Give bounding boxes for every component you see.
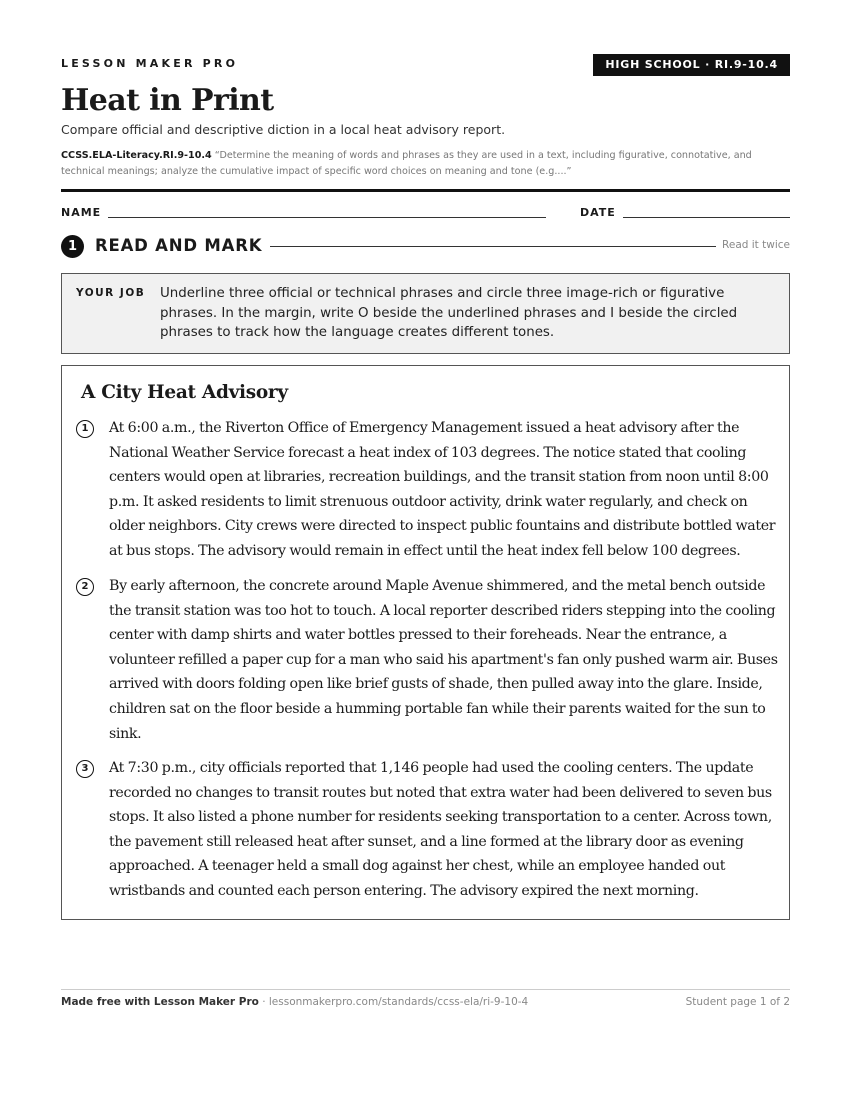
- name-label: NAME: [61, 206, 102, 219]
- footer-made-with: Made free with Lesson Maker Pro: [61, 996, 259, 1008]
- instructions-text: Underline three official or technical phrases and circle three image-rich or figurative phrases. In the margin, write O beside the underlined phrases and I beside the circled phrases to track how the language creates different tones.: [160, 286, 738, 340]
- header-divider: [61, 189, 790, 192]
- paragraph-number: 2: [76, 578, 94, 596]
- name-field[interactable]: [108, 217, 546, 218]
- reading-passage: [61, 365, 790, 920]
- footer-credit: [61, 996, 528, 1008]
- footer-divider: [61, 989, 790, 990]
- page-title: Heat in Print: [61, 83, 274, 118]
- paragraph-text: At 7:30 p.m., city officials reported that 1,146 people had used the cooling centers. The update recorded no changes to transit routes but noted that extra water had been delivered to seven bus stops. It also listed a phone number for residents seeking transportation to a center. Across town, the pavement still released heat after sunset, and a line formed at the library door as evening approached. A teenager held a small dog against her chest, while an employee handed out wristbands and counted each person entering. The advisory expired the next morning.: [109, 760, 772, 899]
- passage-title: A City Heat Advisory: [81, 382, 288, 403]
- date-field[interactable]: [623, 217, 790, 218]
- grade-badge: HIGH SCHOOL · RI.9-10.4: [593, 54, 790, 76]
- paragraph-text: At 6:00 a.m., the Riverton Office of Emergency Management issued a heat advisory after the National Weather Service forecast a heat index of 103 degrees. The notice stated that cooling centers would open at libraries, recreation buildings, and the transit station from noon until 8:00 p.m. It asked residents to limit strenuous outdoor activity, drink water regularly, and check on older neighbors. City crews were directed to inspect public fountains and distribute bottled water at bus stops. The advisory would remain in effect until the heat index fell below 100 degrees.: [109, 420, 776, 559]
- section-number-badge: 1: [61, 235, 84, 258]
- page-subtitle: Compare official and descriptive diction in a local heat advisory report.: [61, 122, 506, 137]
- standard-code: CCSS.ELA-Literacy.RI.9-10.4: [61, 150, 212, 161]
- paragraph-number: 3: [76, 760, 94, 778]
- paragraph-number: 1: [76, 420, 94, 438]
- paragraph-text: By early afternoon, the concrete around Maple Avenue shimmered, and the metal bench outside the transit station was too hot to touch. A local reporter described riders stepping into the cooling center with damp shirts and water bottles pressed to their foreheads. Near the entrance, a volunteer refilled a paper cup for a man who said his apartment's fan only pushed warm air. Buses arrived with doors folding open like brief gusts of shade, then pulled away into the glare. Inside, children sat on the floor beside a humming portable fan while their parents waited for the sun to sink.: [109, 578, 778, 742]
- section-divider: [270, 246, 716, 247]
- footer-page-number: Student page 1 of 2: [685, 996, 790, 1008]
- section-title: READ AND MARK: [95, 236, 263, 255]
- instructions-box: [61, 273, 790, 354]
- date-label: DATE: [580, 206, 616, 219]
- worksheet-page: [61, 0, 790, 1100]
- instructions-label: YOUR JOB: [76, 287, 146, 299]
- brand-name: LESSON MAKER PRO: [61, 57, 239, 70]
- standard-text: “Determine the meaning of words and phrases as they are used in a text, including figurative, connotative, and technical meanings; analyze the cumulative impact of specific word choices on meaning and tone (e.g....”: [61, 150, 752, 177]
- section-note: Read it twice: [722, 239, 790, 251]
- footer-url[interactable]: · lessonmakerpro.com/standards/ccss-ela/ri-9-10-4: [258, 996, 529, 1008]
- standard-description: [61, 148, 790, 180]
